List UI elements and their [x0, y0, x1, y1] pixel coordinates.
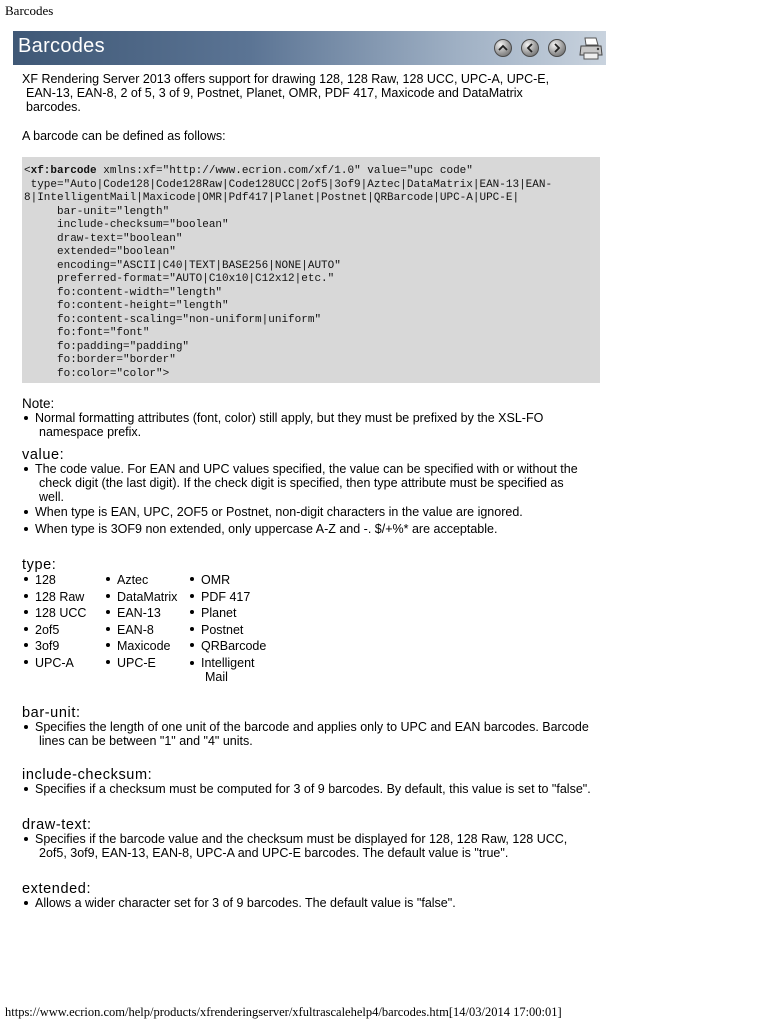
page-title: Barcodes: [18, 35, 105, 57]
page-banner: [13, 31, 606, 65]
list-item-text: Normal formatting attributes (font, color) still apply, but they must be prefixed by the XSL-FO: [35, 411, 544, 425]
intro-paragraph: [22, 72, 602, 114]
note-list: [22, 411, 602, 439]
up-icon[interactable]: [494, 39, 512, 57]
list-item: EAN-8: [104, 622, 188, 639]
list-item: [22, 505, 602, 519]
list-item: 128 UCC: [22, 605, 104, 622]
type-column-1: [22, 572, 104, 684]
list-item-text: well.: [39, 490, 65, 504]
list-item: [188, 656, 278, 684]
value-list: [22, 462, 602, 536]
code-line: type="Auto|Code128|Code128Raw|Code128UCC|2of5|3of9|Aztec|DataMatrix|EAN-13|EAN-: [24, 178, 553, 191]
list-item-text: Specifies the length of one unit of the barcode and applies only to UPC and EAN barcodes. Barcode: [35, 719, 589, 734]
include-checksum-heading: include-checksum:: [22, 766, 153, 783]
print-footer-url: https://www.ecrion.com/help/products/xfrenderingserver/xfultrascalehelp4/barcodes.htm[14/03/2014 17:00:01]: [5, 1005, 562, 1019]
code-line: fo:content-height="length": [24, 300, 229, 312]
list-item: 2of5: [22, 622, 104, 639]
list-item-text: lines can be between "1" and "4" units.: [39, 733, 253, 748]
type-columns: [22, 572, 602, 684]
draw-text-heading: draw-text:: [22, 816, 92, 833]
list-item: [22, 720, 602, 748]
printer-icon[interactable]: [578, 36, 604, 62]
code-line: fo:color="color">: [24, 367, 170, 380]
list-item-text: check digit (the last digit). If the check digit is specified, then type attribute must be specified as: [39, 476, 564, 490]
next-icon[interactable]: [548, 39, 566, 57]
list-item-text: namespace prefix.: [39, 425, 142, 439]
list-item: UPC-A: [22, 655, 104, 672]
code-line: draw-text="boolean": [24, 232, 183, 245]
list-item-text: 2of5, 3of9, EAN-13, EAN-8, UPC-A and UPC-E barcodes. The default value is "true".: [39, 845, 509, 860]
extended-heading: extended:: [22, 880, 92, 897]
list-item: Postnet: [188, 622, 278, 639]
code-line: fo:padding="padding": [24, 340, 190, 353]
list-item: DataMatrix: [104, 589, 188, 606]
draw-text-list: [22, 832, 602, 860]
code-line: include-checksum="boolean": [24, 219, 229, 231]
intro-line: XF Rendering Server 2013 offers support for drawing 128, 128 Raw, 128 UCC, UPC-A, UPC-E,: [22, 72, 550, 86]
value-heading: value:: [22, 447, 65, 463]
include-checksum-list: [22, 782, 602, 796]
code-block: [22, 157, 600, 383]
content: [22, 72, 602, 910]
list-item: [22, 782, 602, 796]
code-line: fo:content-scaling="non-uniform|uniform": [24, 313, 322, 326]
list-item-text: The code value. For EAN and UPC values specified, the value can be specified with or without the: [35, 462, 578, 476]
list-item-text: Intelligent: [201, 655, 255, 670]
list-item-text: When type is EAN, UPC, 2OF5 or Postnet, non-digit characters in the value are ignored.: [35, 505, 523, 519]
code-lt: <: [24, 165, 31, 177]
code-tag: xf:barcode: [30, 165, 97, 177]
list-item-text: Allows a wider character set for 3 of 9 barcodes. The default value is "false".: [35, 895, 456, 910]
list-item: [22, 522, 602, 536]
code-line: fo:font="font": [24, 327, 150, 339]
code-line: fo:content-width="length": [24, 286, 223, 299]
print-header-title: Barcodes: [5, 3, 54, 18]
code-line: fo:border="border": [24, 354, 176, 366]
type-column-2: [104, 572, 188, 684]
type-heading: type:: [22, 557, 57, 573]
code-line: 8|IntelligentMail|Maxicode|OMR|Pdf417|Planet|Postnet|QRBarcode|UPC-A|UPC-E|: [24, 192, 520, 204]
list-item: OMR: [188, 572, 278, 589]
extended-list: [22, 896, 602, 910]
list-item: [22, 896, 602, 910]
prev-icon[interactable]: [521, 39, 539, 57]
list-item: UPC-E: [104, 655, 188, 672]
bar-unit-heading: bar-unit:: [22, 704, 81, 721]
list-item: Maxicode: [104, 638, 188, 655]
list-item: [22, 462, 602, 504]
type-column-3: [188, 572, 278, 684]
note-heading: Note:: [22, 396, 55, 411]
intro-line: EAN-13, EAN-8, 2 of 5, 3 of 9, Postnet, Planet, OMR, PDF 417, Maxicode and DataMatrix: [26, 86, 523, 100]
code-line: bar-unit="length": [24, 205, 170, 218]
intro-line: barcodes.: [26, 100, 81, 114]
definition-text: A barcode can be defined as follows:: [22, 129, 226, 143]
list-item: [22, 832, 602, 860]
code-line: encoding="ASCII|C40|TEXT|BASE256|NONE|AUTO": [24, 259, 341, 272]
bar-unit-list: [22, 720, 602, 748]
list-item: 128 Raw: [22, 589, 104, 606]
list-item: QRBarcode: [188, 638, 278, 655]
list-item: PDF 417: [188, 589, 278, 606]
code-line: extended="boolean": [24, 246, 176, 258]
list-item-text: Specifies if the barcode value and the checksum must be displayed for 128, 128 Raw, 128 UCC,: [35, 831, 568, 846]
list-item: Planet: [188, 605, 278, 622]
list-item: EAN-13: [104, 605, 188, 622]
list-item: Aztec: [104, 572, 188, 589]
list-item: [22, 411, 602, 439]
list-item-text: Mail: [205, 669, 228, 684]
list-item-text: When type is 3OF9 non extended, only uppercase A-Z and -. $/+%* are acceptable.: [35, 522, 498, 536]
code-line: xmlns:xf="http://www.ecrion.com/xf/1.0" value="upc code": [96, 165, 473, 177]
list-item-text: Specifies if a checksum must be computed for 3 of 9 barcodes. By default, this value is set to "false".: [35, 781, 591, 796]
list-item: 128: [22, 572, 104, 589]
code-line: preferred-format="AUTO|C10x10|C12x12|etc.": [24, 273, 335, 285]
list-item: 3of9: [22, 638, 104, 655]
